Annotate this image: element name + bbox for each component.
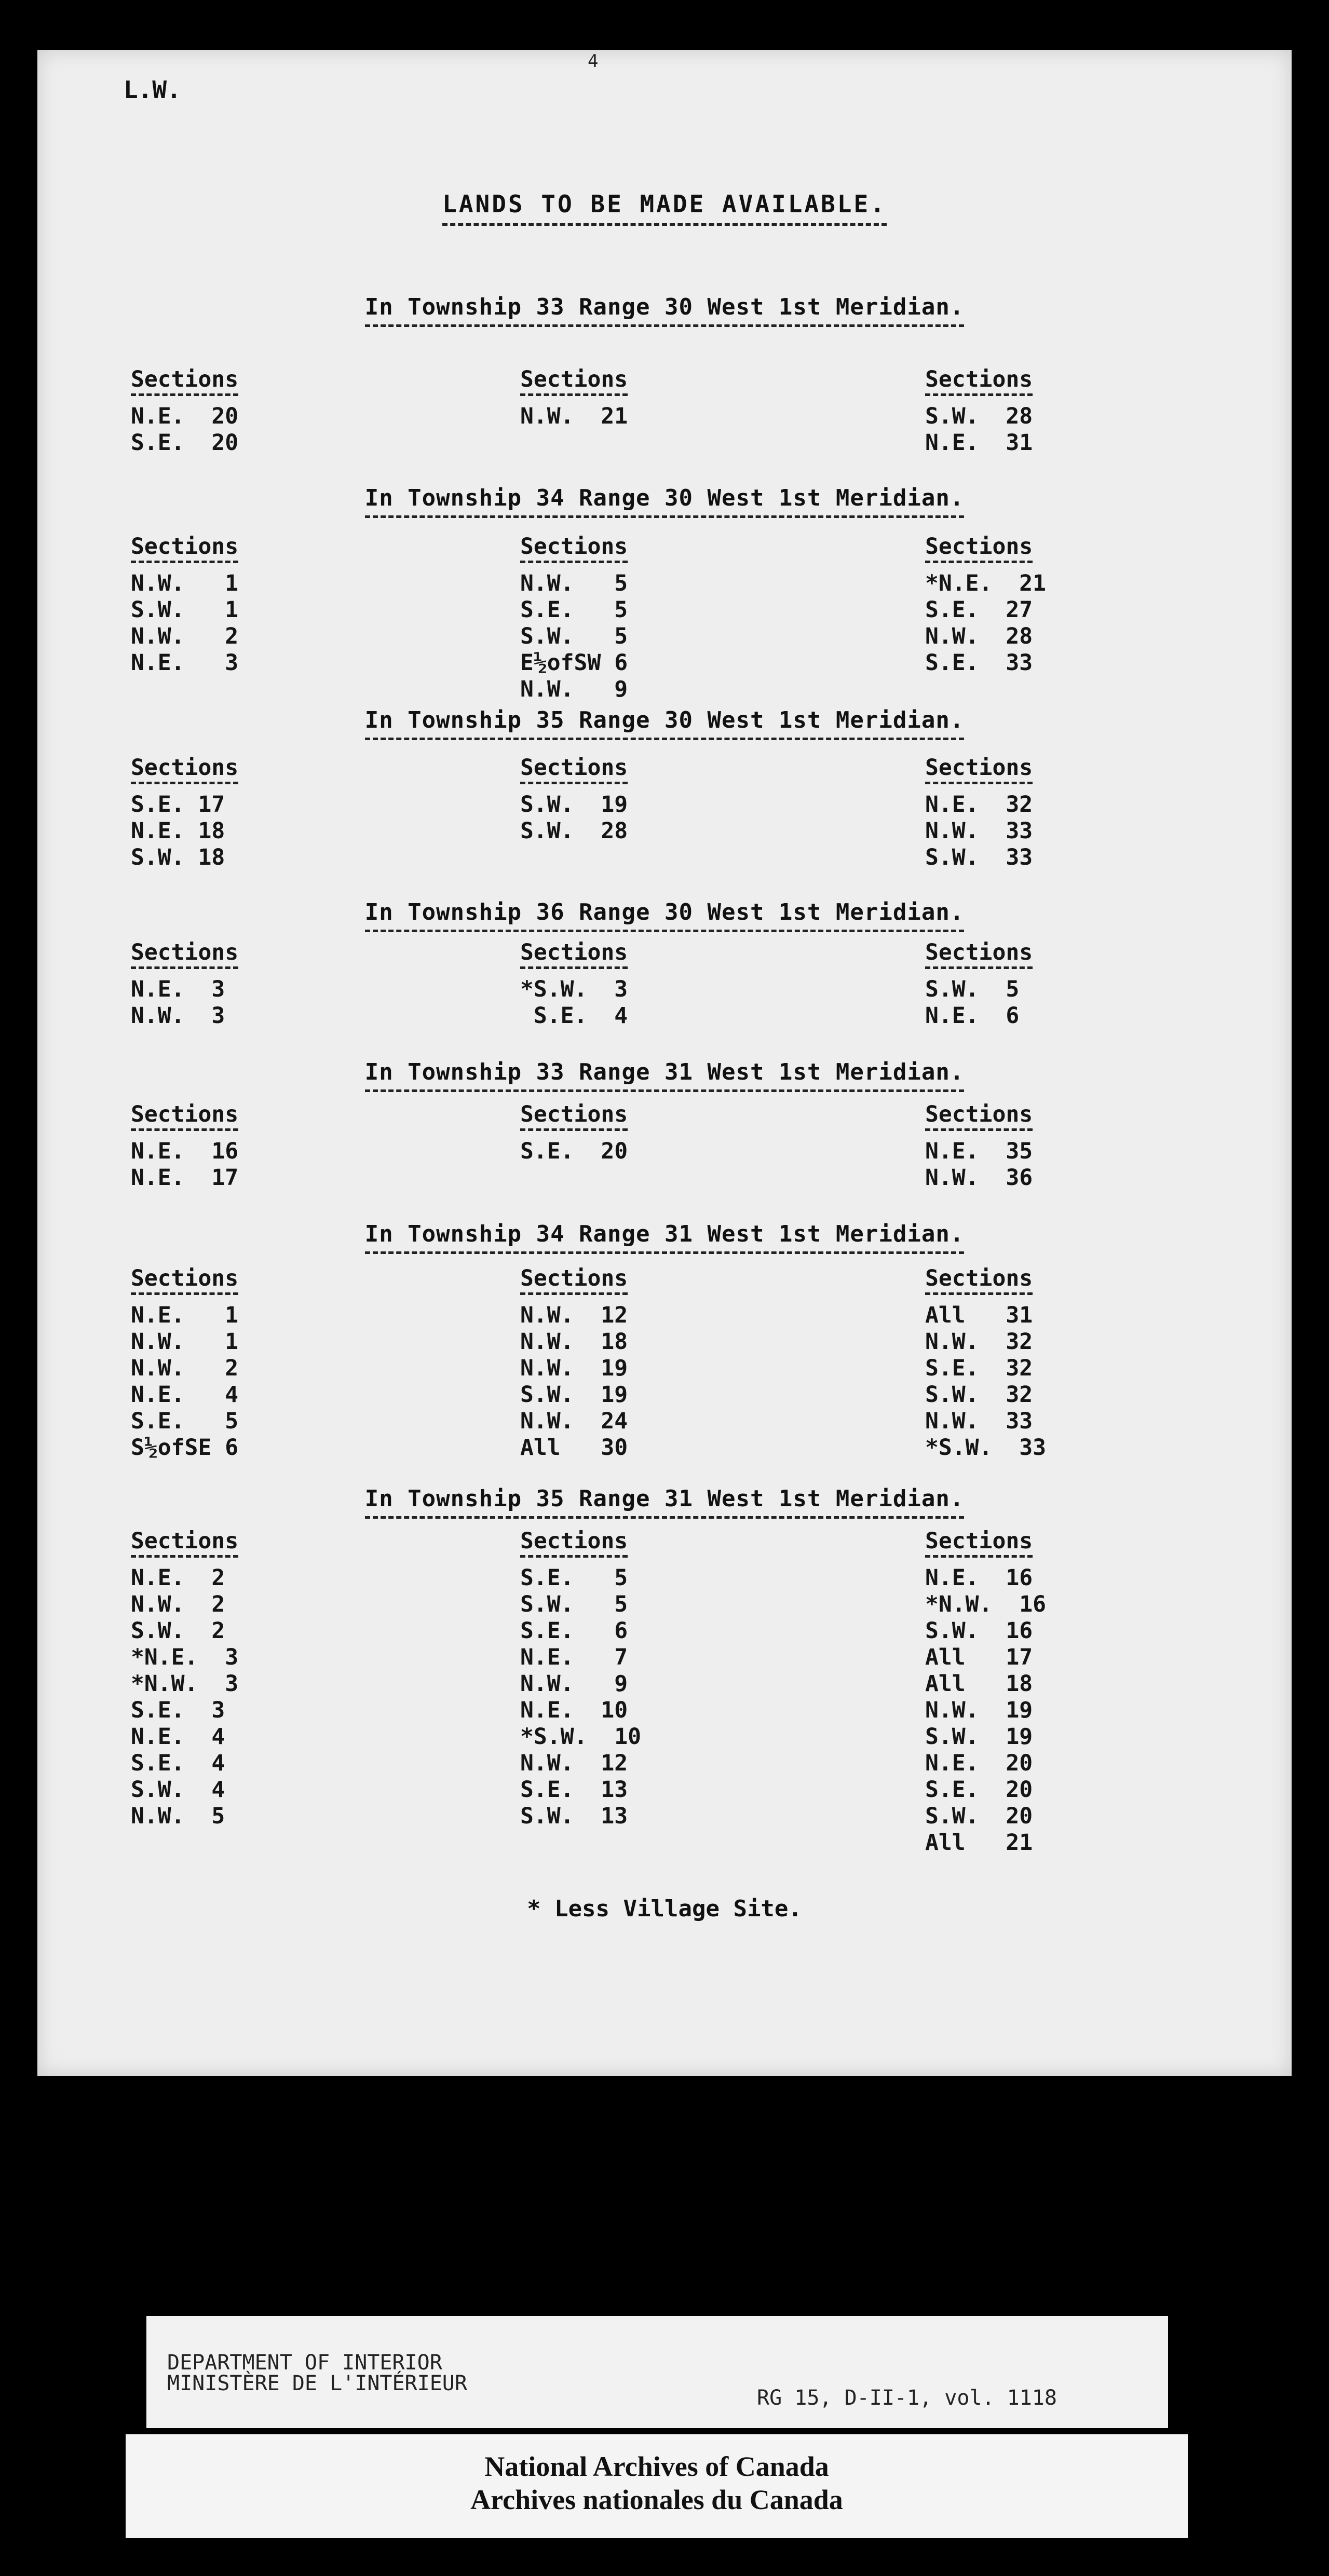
sections-column-left xyxy=(131,939,287,1029)
section-entry: All 21 xyxy=(925,1830,1033,1856)
column-header: Sections xyxy=(925,1101,1033,1131)
sections-column-right xyxy=(925,1265,1081,1461)
section-entry: *N.W. 3 xyxy=(131,1671,239,1697)
column-header: Sections xyxy=(520,1265,628,1295)
section-entry: S.E. 13 xyxy=(520,1777,628,1803)
column-header: Sections xyxy=(520,939,628,969)
section-entry: S.E. 4 xyxy=(520,1003,628,1029)
section-entry: N.W. 2 xyxy=(131,623,239,649)
file-reference: RG 15, D-II-1, vol. 1118 xyxy=(757,2386,1057,2410)
page-title xyxy=(37,190,1292,218)
section-entry: *N.W. 16 xyxy=(925,1591,1046,1617)
column-header: Sections xyxy=(925,939,1033,969)
section-entry: N.E. 3 xyxy=(131,976,225,1002)
sections-column-left xyxy=(131,1101,287,1191)
section-entry: N.W. 33 xyxy=(925,1408,1033,1434)
section-entry: S.W. 5 xyxy=(520,623,628,649)
footnote: * Less Village Site. xyxy=(527,1896,802,1922)
column-header: Sections xyxy=(925,534,1033,563)
department-name: DEPARTMENT OF INTERIOR MINISTÈRE DE L'INTÉRIEUR xyxy=(167,2351,467,2395)
section-entry: N.W. 19 xyxy=(925,1697,1033,1723)
sections-column-right xyxy=(925,534,1081,676)
column-header: Sections xyxy=(520,1101,628,1131)
section-entry: S.W. 16 xyxy=(925,1618,1033,1644)
section-entry: N.E. 4 xyxy=(131,1382,239,1408)
column-header: Sections xyxy=(520,534,628,563)
archive-name-fr: Archives nationales du Canada xyxy=(470,2484,843,2515)
section-entry: N.E. 10 xyxy=(520,1697,628,1723)
section-entry: N.E. 20 xyxy=(131,403,239,429)
section-entry: N.W. 5 xyxy=(520,570,628,596)
sections-column-mid xyxy=(520,1528,676,1830)
section-entry: S.W. 28 xyxy=(925,403,1033,429)
sections-column-mid xyxy=(520,939,676,1029)
section-entry: N.E. 31 xyxy=(925,430,1033,456)
section-entry: S.W. 19 xyxy=(925,1724,1033,1750)
section-entry: *N.E. 3 xyxy=(131,1644,239,1670)
section-entry: S.E. 27 xyxy=(925,597,1033,623)
section-entry: All 31 xyxy=(925,1302,1033,1328)
section-entry: N.E. 7 xyxy=(520,1644,628,1670)
section-entry: S.E. 33 xyxy=(925,650,1033,676)
section-entry: S.W. 28 xyxy=(520,818,628,844)
sections-column-left xyxy=(131,366,287,456)
section-entry: All 18 xyxy=(925,1671,1033,1697)
archive-name-en: National Archives of Canada xyxy=(484,2451,829,2482)
section-entry: S.W. 33 xyxy=(925,844,1033,870)
township-heading: In Township 33 Range 31 West 1st Meridian. xyxy=(37,1059,1292,1085)
township-heading: In Township 34 Range 31 West 1st Meridian. xyxy=(37,1221,1292,1247)
section-entry: S.W. 5 xyxy=(925,976,1020,1002)
section-entry: S.W. 1 xyxy=(131,597,239,623)
section-entry: S.W. 2 xyxy=(131,1618,225,1644)
section-entry: N.W. 24 xyxy=(520,1408,628,1434)
section-entry: S.W. 4 xyxy=(131,1777,225,1803)
section-entry: N.W. 12 xyxy=(520,1750,628,1776)
section-entry: N.W. 9 xyxy=(520,1671,628,1697)
section-entry: N.W. 1 xyxy=(131,1329,239,1355)
section-entry: N.W. 9 xyxy=(520,676,628,702)
section-entry: S.E. 20 xyxy=(925,1777,1033,1803)
archive-reference-label xyxy=(146,2316,1168,2428)
township-heading: In Township 35 Range 31 West 1st Meridian. xyxy=(37,1485,1292,1512)
section-entry: N.E. 32 xyxy=(925,792,1033,817)
section-entry: S.W. 13 xyxy=(520,1803,628,1829)
section-entry: *S.W. 3 xyxy=(520,976,628,1002)
section-entry: N.E. 35 xyxy=(925,1138,1033,1164)
section-entry: S.E. 5 xyxy=(520,1565,628,1591)
section-entry: N.E. 2 xyxy=(131,1565,225,1591)
document-page xyxy=(37,50,1292,2076)
sections-column-mid xyxy=(520,755,676,844)
section-entry: S.E. 6 xyxy=(520,1618,628,1644)
column-header: Sections xyxy=(131,1101,238,1131)
column-header: Sections xyxy=(925,1265,1033,1295)
section-entry: N.E. 18 xyxy=(131,818,225,844)
section-entry: N.W. 28 xyxy=(925,623,1033,649)
section-entry: *S.W. 10 xyxy=(520,1724,641,1750)
column-header: Sections xyxy=(131,366,238,396)
column-header: Sections xyxy=(520,1528,628,1558)
column-header: Sections xyxy=(520,755,628,784)
sections-column-mid xyxy=(520,366,676,430)
section-entry: N.E. 3 xyxy=(131,650,239,676)
section-entry: N.E. 17 xyxy=(131,1165,239,1191)
section-entry: S.W. 5 xyxy=(520,1591,628,1617)
section-entry: N.W. 18 xyxy=(520,1329,628,1355)
column-header: Sections xyxy=(925,366,1033,396)
page-title-text: LANDS TO BE MADE AVAILABLE. xyxy=(442,190,887,226)
sections-column-left xyxy=(131,534,287,676)
section-entry: All 17 xyxy=(925,1644,1033,1670)
section-entry: S.E. 4 xyxy=(131,1750,225,1776)
section-entry: S.E. 32 xyxy=(925,1355,1033,1381)
column-header: Sections xyxy=(520,366,628,396)
section-entry: S.E. 5 xyxy=(520,597,628,623)
township-heading: In Township 34 Range 30 West 1st Meridian. xyxy=(37,485,1292,511)
sections-column-right xyxy=(925,1101,1081,1191)
column-header: Sections xyxy=(131,755,238,784)
section-entry: N.W. 5 xyxy=(131,1803,225,1829)
section-entry: N.W. 21 xyxy=(520,403,628,429)
section-entry: N.W. 2 xyxy=(131,1355,239,1381)
section-entry: *S.W. 33 xyxy=(925,1435,1046,1461)
section-entry: *N.E. 21 xyxy=(925,570,1046,596)
column-header: Sections xyxy=(925,755,1033,784)
section-entry: S.W. 20 xyxy=(925,1803,1033,1829)
township-heading: In Township 35 Range 30 West 1st Meridian. xyxy=(37,707,1292,733)
section-entry: N.W. 3 xyxy=(131,1003,225,1029)
sections-column-mid xyxy=(520,1265,676,1461)
column-header: Sections xyxy=(131,1265,238,1295)
section-entry: All 30 xyxy=(520,1435,628,1461)
column-header: Sections xyxy=(131,534,238,563)
column-header: Sections xyxy=(925,1528,1033,1558)
section-entry: S.W. 19 xyxy=(520,1382,628,1408)
section-entry: S.E. 20 xyxy=(131,430,239,456)
township-heading: In Township 36 Range 30 West 1st Meridian. xyxy=(37,899,1292,925)
section-entry: E½ofSW 6 xyxy=(520,650,628,676)
column-header: Sections xyxy=(131,939,238,969)
section-entry: N.W. 12 xyxy=(520,1302,628,1328)
corner-mark: L.W. xyxy=(124,76,181,104)
section-entry: N.E. 4 xyxy=(131,1724,225,1750)
section-entry: S.W. 18 xyxy=(131,844,225,870)
section-entry: N.E. 1 xyxy=(131,1302,239,1328)
sections-column-mid xyxy=(520,534,676,703)
section-entry: N.W. 36 xyxy=(925,1165,1033,1191)
section-entry: N.E. 20 xyxy=(925,1750,1033,1776)
section-entry: N.W. 32 xyxy=(925,1329,1033,1355)
section-entry: N.E. 16 xyxy=(925,1565,1033,1591)
section-entry: N.W. 33 xyxy=(925,818,1033,844)
sections-column-right xyxy=(925,939,1081,1029)
column-header: Sections xyxy=(131,1528,238,1558)
section-entry: S.W. 19 xyxy=(520,792,628,817)
sections-column-mid xyxy=(520,1101,676,1165)
sections-column-left xyxy=(131,755,287,871)
section-entry: N.E. 6 xyxy=(925,1003,1020,1029)
archive-name-banner xyxy=(126,2434,1188,2538)
section-entry: S½ofSE 6 xyxy=(131,1435,239,1461)
sections-column-right xyxy=(925,755,1081,871)
section-entry: S.E. 20 xyxy=(520,1138,628,1164)
section-entry: N.W. 1 xyxy=(131,570,239,596)
section-entry: S.W. 32 xyxy=(925,1382,1033,1408)
section-entry: S.E. 17 xyxy=(131,792,225,817)
township-heading: In Township 33 Range 30 West 1st Meridian. xyxy=(37,294,1292,320)
section-entry: N.W. 2 xyxy=(131,1591,225,1617)
section-entry: S.E. 3 xyxy=(131,1697,225,1723)
page-mark: 4 xyxy=(588,51,599,72)
section-entry: S.E. 5 xyxy=(131,1408,239,1434)
sections-column-left xyxy=(131,1528,287,1830)
section-entry: N.E. 16 xyxy=(131,1138,239,1164)
sections-column-right xyxy=(925,366,1081,456)
sections-column-right xyxy=(925,1528,1081,1856)
sections-column-left xyxy=(131,1265,287,1461)
section-entry: N.W. 19 xyxy=(520,1355,628,1381)
